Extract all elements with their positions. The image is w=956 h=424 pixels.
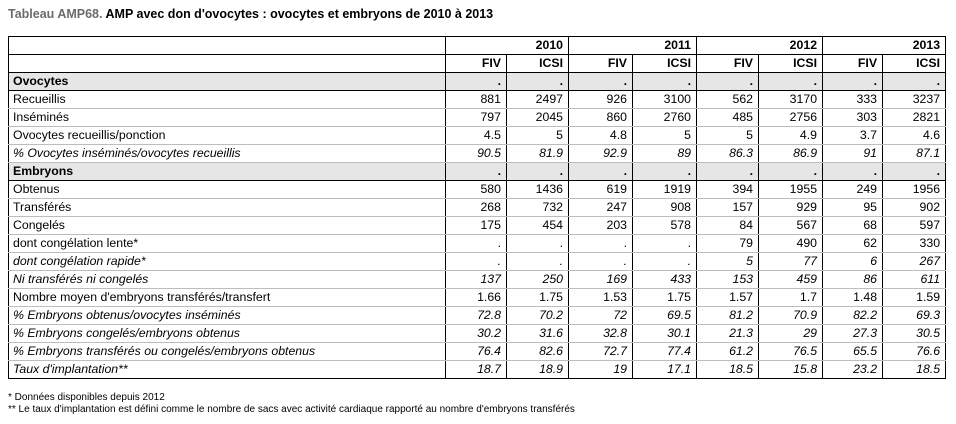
value-cell: . — [823, 73, 883, 91]
table-row — [9, 217, 946, 235]
value-cell: 929 — [759, 199, 823, 217]
value-cell: 1.66 — [446, 289, 507, 307]
value-cell: . — [507, 235, 569, 253]
section-row — [9, 163, 946, 181]
value-cell: 68 — [823, 217, 883, 235]
value-cell: . — [697, 163, 759, 181]
value-cell: 70.2 — [507, 307, 569, 325]
footnote-1: * Données disponibles depuis 2012 — [8, 392, 165, 403]
method-header-cell: FIV — [569, 55, 633, 73]
table-row — [9, 253, 946, 271]
value-cell: . — [883, 163, 946, 181]
value-cell: 72.8 — [446, 307, 507, 325]
value-cell: 81.9 — [507, 145, 569, 163]
year-header-2012: 2012 — [697, 37, 823, 55]
value-cell: 580 — [446, 181, 507, 199]
value-cell: . — [883, 73, 946, 91]
table-body — [9, 37, 946, 379]
table-row — [9, 127, 946, 145]
value-cell: . — [633, 253, 697, 271]
value-cell: . — [633, 235, 697, 253]
value-cell: 1.57 — [697, 289, 759, 307]
value-cell: 1.48 — [823, 289, 883, 307]
value-cell: . — [569, 253, 633, 271]
value-cell: 82.2 — [823, 307, 883, 325]
value-cell: 61.2 — [697, 343, 759, 361]
value-cell: 4.5 — [446, 127, 507, 145]
table-row — [9, 289, 946, 307]
value-cell: 562 — [697, 91, 759, 109]
value-cell: 3170 — [759, 91, 823, 109]
value-cell: 6 — [823, 253, 883, 271]
table-title-text: AMP avec don d'ovocytes : ovocytes et embryons de 2010 à 2013 — [105, 7, 494, 21]
value-cell: 86.9 — [759, 145, 823, 163]
value-cell: 2497 — [507, 91, 569, 109]
value-cell: 3100 — [633, 91, 697, 109]
value-cell: 203 — [569, 217, 633, 235]
value-cell: 454 — [507, 217, 569, 235]
value-cell: 84 — [697, 217, 759, 235]
value-cell: 303 — [823, 109, 883, 127]
value-cell: 15.8 — [759, 361, 823, 379]
year-header-2013: 2013 — [823, 37, 946, 55]
value-cell: 1.75 — [633, 289, 697, 307]
value-cell: 2045 — [507, 109, 569, 127]
row-label: Congelés — [9, 217, 446, 235]
value-cell: 5 — [507, 127, 569, 145]
value-cell: 4.9 — [759, 127, 823, 145]
table-row — [9, 109, 946, 127]
table-title — [8, 7, 493, 21]
value-cell: 18.5 — [883, 361, 946, 379]
year-header-row — [9, 37, 946, 55]
value-cell: 69.3 — [883, 307, 946, 325]
value-cell: . — [507, 253, 569, 271]
table-row — [9, 271, 946, 289]
row-label: Obtenus — [9, 181, 446, 199]
row-label: % Embryons obtenus/ovocytes inséminés — [9, 307, 446, 325]
value-cell: . — [759, 163, 823, 181]
table-row — [9, 361, 946, 379]
value-cell: 18.9 — [507, 361, 569, 379]
value-cell: 89 — [633, 145, 697, 163]
value-cell: 567 — [759, 217, 823, 235]
value-cell: 30.1 — [633, 325, 697, 343]
section-row — [9, 73, 946, 91]
value-cell: 902 — [883, 199, 946, 217]
value-cell: 881 — [446, 91, 507, 109]
value-cell: 153 — [697, 271, 759, 289]
row-label: Embryons — [9, 163, 446, 181]
value-cell: 247 — [569, 199, 633, 217]
value-cell: 31.6 — [507, 325, 569, 343]
row-label: Taux d'implantation** — [9, 361, 446, 379]
row-label: Inséminés — [9, 109, 446, 127]
value-cell: 19 — [569, 361, 633, 379]
value-cell: . — [507, 73, 569, 91]
value-cell: 578 — [633, 217, 697, 235]
year-header-2011: 2011 — [569, 37, 697, 55]
value-cell: 76.5 — [759, 343, 823, 361]
value-cell: 860 — [569, 109, 633, 127]
value-cell: . — [446, 253, 507, 271]
value-cell: . — [633, 73, 697, 91]
value-cell: 91 — [823, 145, 883, 163]
row-label: dont congélation lente* — [9, 235, 446, 253]
footnote-2: ** Le taux d'implantation est défini comme le nombre de sacs avec activité cardiaque rapporté au nombre d'embryons transférés — [8, 404, 575, 415]
method-header-cell: FIV — [446, 55, 507, 73]
value-cell: 611 — [883, 271, 946, 289]
value-cell: 92.9 — [569, 145, 633, 163]
value-cell: 249 — [823, 181, 883, 199]
value-cell: 79 — [697, 235, 759, 253]
value-cell: 1.75 — [507, 289, 569, 307]
value-cell: . — [446, 235, 507, 253]
value-cell: 5 — [697, 127, 759, 145]
value-cell: 18.5 — [697, 361, 759, 379]
table-row — [9, 199, 946, 217]
value-cell: 82.6 — [507, 343, 569, 361]
value-cell: 5 — [697, 253, 759, 271]
value-cell: 797 — [446, 109, 507, 127]
row-label: Recueillis — [9, 91, 446, 109]
value-cell: 72.7 — [569, 343, 633, 361]
method-header-cell: ICSI — [883, 55, 946, 73]
value-cell: 394 — [697, 181, 759, 199]
table-row — [9, 181, 946, 199]
value-cell: 65.5 — [823, 343, 883, 361]
value-cell: 267 — [883, 253, 946, 271]
value-cell: 4.6 — [883, 127, 946, 145]
method-header-row — [9, 55, 946, 73]
value-cell: . — [697, 73, 759, 91]
value-cell: 95 — [823, 199, 883, 217]
value-cell: 5 — [633, 127, 697, 145]
row-label: % Ovocytes inséminés/ovocytes recueillis — [9, 145, 446, 163]
value-cell: 77.4 — [633, 343, 697, 361]
value-cell: . — [569, 163, 633, 181]
value-cell: 137 — [446, 271, 507, 289]
value-cell: 1955 — [759, 181, 823, 199]
value-cell: 18.7 — [446, 361, 507, 379]
value-cell: 330 — [883, 235, 946, 253]
value-cell: 77 — [759, 253, 823, 271]
value-cell: 619 — [569, 181, 633, 199]
value-cell: 250 — [507, 271, 569, 289]
table-row — [9, 343, 946, 361]
header-corner-cell — [9, 37, 446, 55]
value-cell: 81.2 — [697, 307, 759, 325]
value-cell: 485 — [697, 109, 759, 127]
row-label: Ovocytes recueillis/ponction — [9, 127, 446, 145]
value-cell: 1.59 — [883, 289, 946, 307]
value-cell: 333 — [823, 91, 883, 109]
row-label: % Embryons transférés ou congelés/embryons obtenus — [9, 343, 446, 361]
value-cell: 157 — [697, 199, 759, 217]
value-cell: 72 — [569, 307, 633, 325]
table-code: Tableau AMP68. — [8, 7, 103, 21]
header-corner-cell — [9, 55, 446, 73]
value-cell: 32.8 — [569, 325, 633, 343]
value-cell: 459 — [759, 271, 823, 289]
table-row — [9, 307, 946, 325]
value-cell: 1.53 — [569, 289, 633, 307]
value-cell: . — [507, 163, 569, 181]
value-cell: 908 — [633, 199, 697, 217]
row-label: dont congélation rapide* — [9, 253, 446, 271]
value-cell: 76.4 — [446, 343, 507, 361]
value-cell: 76.6 — [883, 343, 946, 361]
value-cell: 732 — [507, 199, 569, 217]
row-label: Ni transférés ni congelés — [9, 271, 446, 289]
value-cell: 3237 — [883, 91, 946, 109]
value-cell: 2756 — [759, 109, 823, 127]
method-header-cell: ICSI — [633, 55, 697, 73]
data-table — [8, 36, 946, 379]
value-cell: 433 — [633, 271, 697, 289]
value-cell: 1956 — [883, 181, 946, 199]
value-cell: 268 — [446, 199, 507, 217]
value-cell: 1.7 — [759, 289, 823, 307]
method-header-cell: FIV — [823, 55, 883, 73]
value-cell: 29 — [759, 325, 823, 343]
value-cell: 69.5 — [633, 307, 697, 325]
value-cell: 175 — [446, 217, 507, 235]
value-cell: 17.1 — [633, 361, 697, 379]
value-cell: . — [446, 73, 507, 91]
row-label: Transférés — [9, 199, 446, 217]
table-row — [9, 325, 946, 343]
method-header-cell: FIV — [697, 55, 759, 73]
value-cell: 87.1 — [883, 145, 946, 163]
table-row — [9, 145, 946, 163]
row-label: % Embryons congelés/embryons obtenus — [9, 325, 446, 343]
value-cell: 70.9 — [759, 307, 823, 325]
row-label: Nombre moyen d'embryons transférés/transfert — [9, 289, 446, 307]
value-cell: 27.3 — [823, 325, 883, 343]
value-cell: 926 — [569, 91, 633, 109]
value-cell: 21.3 — [697, 325, 759, 343]
value-cell: 597 — [883, 217, 946, 235]
value-cell: 30.2 — [446, 325, 507, 343]
value-cell: 1436 — [507, 181, 569, 199]
value-cell: 2821 — [883, 109, 946, 127]
value-cell: . — [633, 163, 697, 181]
value-cell: 23.2 — [823, 361, 883, 379]
value-cell: 2760 — [633, 109, 697, 127]
value-cell: 1919 — [633, 181, 697, 199]
value-cell: . — [569, 235, 633, 253]
value-cell: . — [759, 73, 823, 91]
value-cell: . — [569, 73, 633, 91]
value-cell: . — [823, 163, 883, 181]
value-cell: 90.5 — [446, 145, 507, 163]
value-cell: 30.5 — [883, 325, 946, 343]
year-header-2010: 2010 — [446, 37, 569, 55]
method-header-cell: ICSI — [507, 55, 569, 73]
value-cell: 86.3 — [697, 145, 759, 163]
table-row — [9, 91, 946, 109]
value-cell: 169 — [569, 271, 633, 289]
method-header-cell: ICSI — [759, 55, 823, 73]
value-cell: 490 — [759, 235, 823, 253]
value-cell: 3.7 — [823, 127, 883, 145]
footnotes — [8, 392, 575, 416]
value-cell: 86 — [823, 271, 883, 289]
value-cell: 62 — [823, 235, 883, 253]
row-label: Ovocytes — [9, 73, 446, 91]
value-cell: 4.8 — [569, 127, 633, 145]
table-row — [9, 235, 946, 253]
value-cell: . — [446, 163, 507, 181]
